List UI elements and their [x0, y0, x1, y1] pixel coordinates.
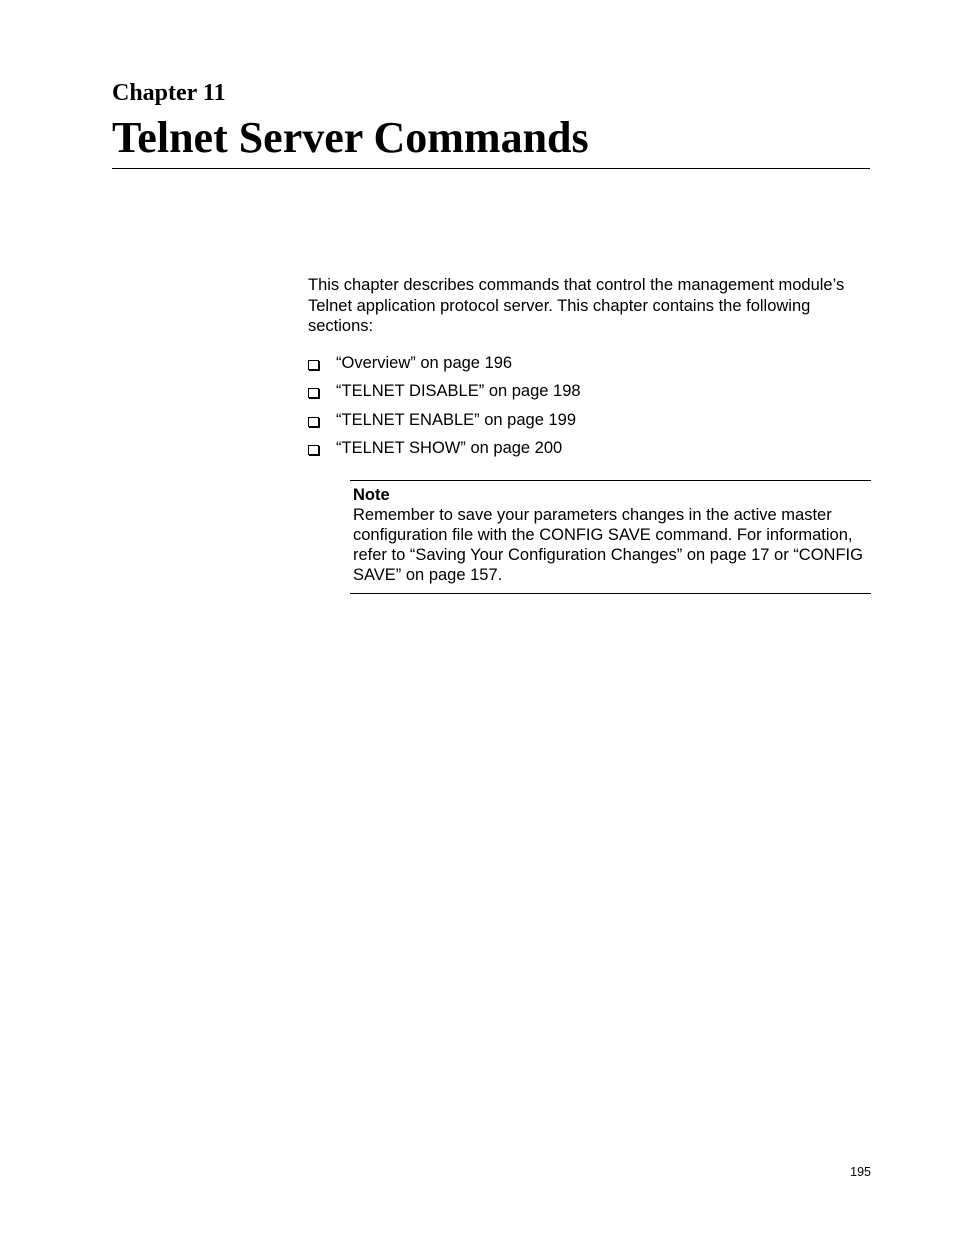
- page-title: Telnet Server Commands: [112, 113, 589, 162]
- note-box: [350, 480, 871, 594]
- section-link[interactable]: “TELNET ENABLE” on page 199: [336, 410, 576, 429]
- checkbox-bullet-icon: [308, 417, 319, 427]
- section-link[interactable]: “TELNET DISABLE” on page 198: [336, 382, 581, 401]
- section-link[interactable]: “TELNET SHOW” on page 200: [336, 438, 563, 457]
- list-item[interactable]: [308, 380, 581, 408]
- section-list: [308, 352, 581, 465]
- checkbox-bullet-icon: [308, 360, 319, 370]
- section-link[interactable]: “Overview” on page 196: [336, 354, 513, 372]
- list-item[interactable]: [308, 352, 581, 380]
- title-divider: [112, 168, 870, 169]
- chapter-label: Chapter 11: [112, 80, 226, 106]
- page-number: 195: [850, 1165, 871, 1179]
- list-item[interactable]: [308, 409, 581, 437]
- note-heading: Note: [353, 486, 390, 504]
- list-item[interactable]: [308, 437, 581, 465]
- checkbox-bullet-icon: [308, 388, 319, 398]
- checkbox-bullet-icon: [308, 445, 319, 455]
- intro-paragraph: This chapter describes commands that control the management module’s Telnet application protocol server. This chapter contains the following sections:: [308, 276, 845, 335]
- note-text: Remember to save your parameters changes in the active master configuration file with the CONFIG SAVE command. For information, refer to “Saving Your Configuration Changes” on page 17 or “CONFIG SAVE” on page 157.: [353, 506, 863, 584]
